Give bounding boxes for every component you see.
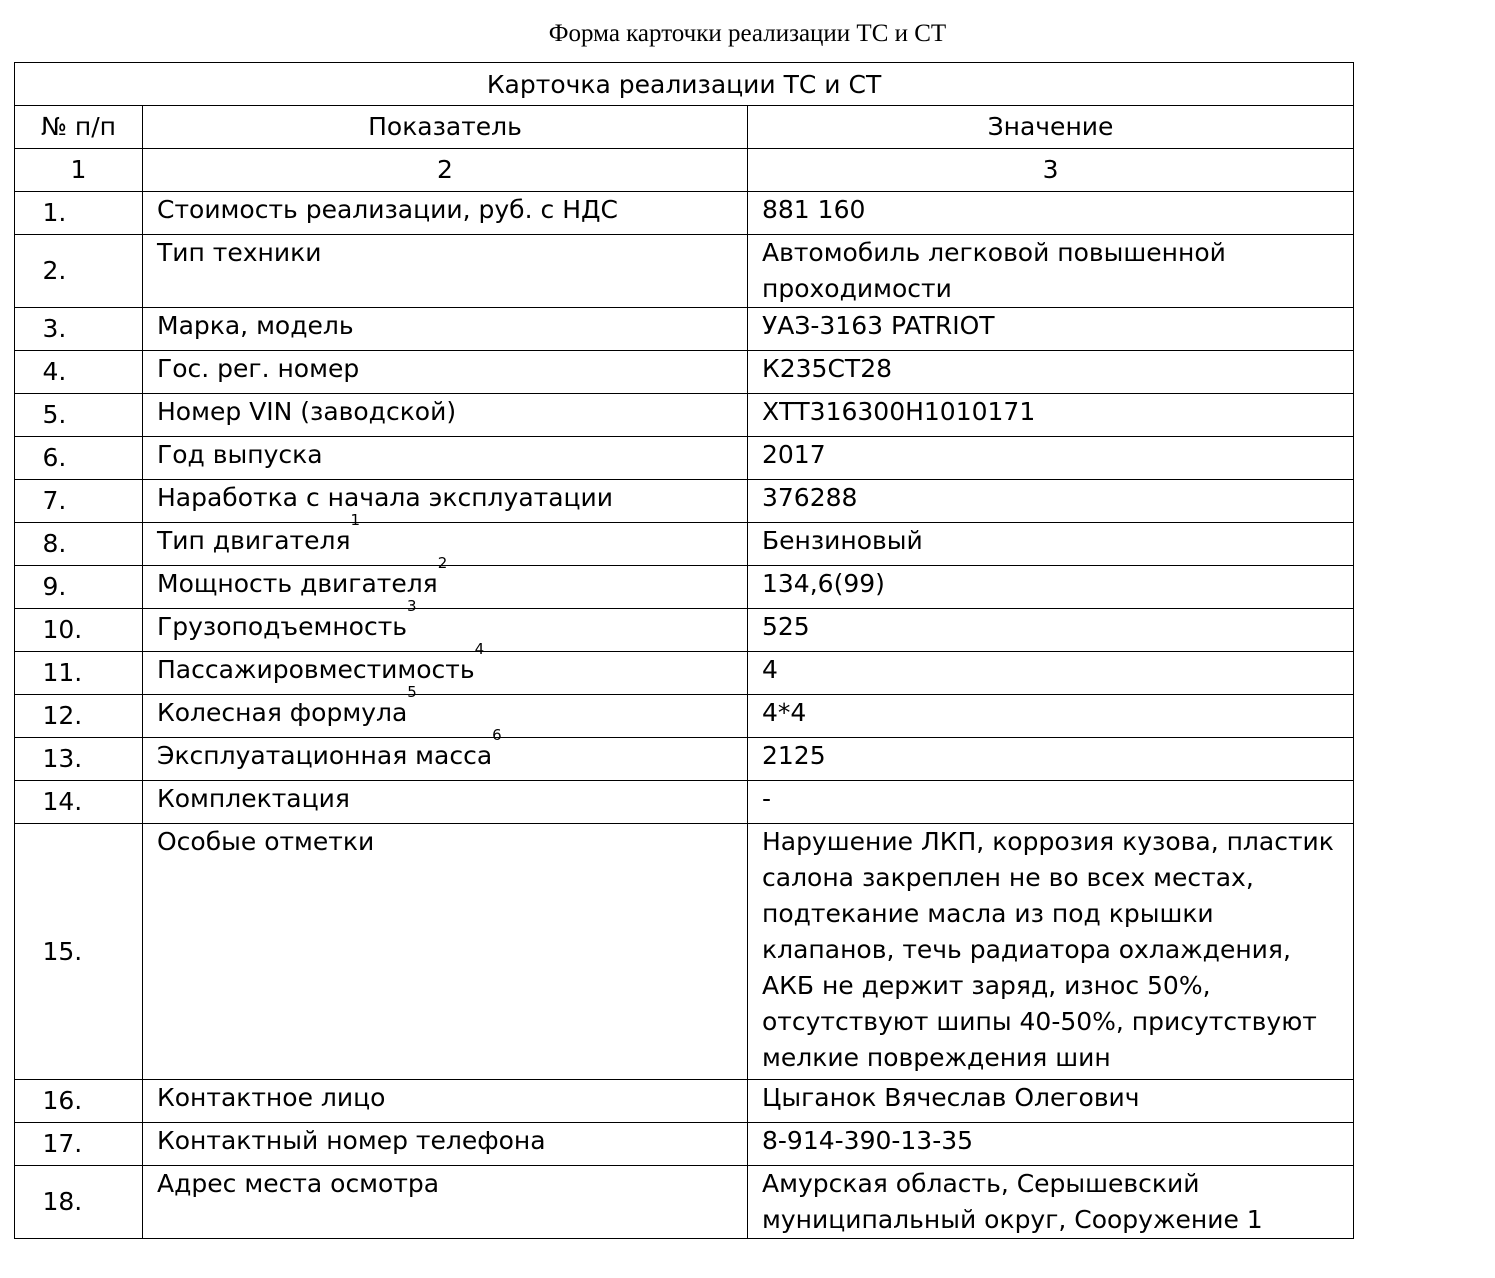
indicator-label: Номер VIN (заводской) [157,397,457,426]
value-cell: 525 [748,609,1354,652]
row-number [15,351,143,394]
table-row [15,566,1354,609]
row-number-text: 10. [42,615,83,644]
row-number [15,437,143,480]
row-number-text: 4. [42,357,67,386]
indicator-label: Стоимость реализации, руб. с НДС [157,195,618,224]
row-number [15,480,143,523]
row-number [15,652,143,695]
indicator-cell [143,480,748,523]
table-caption: Карточка реализации ТС и СТ [15,63,1354,106]
footnote-marker: 5 [407,683,417,701]
row-number-text: 6. [42,443,67,472]
value-cell: - [748,781,1354,824]
indicator-label: Колесная формула [157,698,408,727]
table-row [15,394,1354,437]
value-cell: Нарушение ЛКП, коррозия кузова, пластик салона закреплен не во всех местах, подтекание масла из под крышки клапанов, течь радиатора охлаждения, АКБ не держит заряд, износ 50%, отсутствуют шипы 40-50%, присутствуют мелкие повреждения шин [748,824,1354,1080]
table-row [15,1123,1354,1166]
table-row [15,738,1354,781]
row-number [15,566,143,609]
indicator-cell [143,394,748,437]
row-number [15,695,143,738]
header-indicator: Показатель [143,106,748,149]
row-number [15,394,143,437]
indicator-cell [143,824,748,1080]
value-cell: 4 [748,652,1354,695]
footnote-marker: 2 [437,554,448,572]
value-cell: К235СТ28 [748,351,1354,394]
value-cell: ХТТ316300Н1010171 [748,394,1354,437]
table-row [15,192,1354,235]
indicator-cell [143,597,748,652]
indicator-cell [143,554,748,609]
row-number-text: 15. [42,936,83,966]
indicator-cell [143,726,748,781]
row-number [15,1166,143,1239]
table-row [15,695,1354,738]
header-number: № п/п [15,106,143,149]
indicator-cell [143,640,748,695]
value-cell: 8-914-390-13-35 [748,1123,1354,1166]
row-number [15,235,143,308]
row-number [15,609,143,652]
footnote-marker: 4 [474,640,485,658]
row-number-text: 9. [42,572,67,601]
table-row [15,437,1354,480]
indicator-label: Эксплуатационная масса [157,741,493,770]
value-cell: Амурская область, Серышевский муниципальный округ, Сооружение 1 [748,1166,1354,1239]
table-row [15,308,1354,351]
value-cell: 2125 [748,738,1354,781]
row-number [15,1123,143,1166]
indicator-label: Грузоподъемность [157,612,408,641]
indicator-label: Мощность двигателя [157,569,438,598]
indicator-label: Комплектация [157,784,350,813]
row-number-text: 8. [42,529,67,558]
row-number-text: 11. [42,658,83,687]
indicator-label: Год выпуска [157,440,323,469]
indicator-label: Гос. рег. номер [157,354,360,383]
row-number-text: 5. [42,400,67,429]
table-row [15,652,1354,695]
table-row [15,480,1354,523]
row-number-text: 18. [42,1187,83,1216]
table-row [15,235,1354,308]
column-number-3: 3 [748,149,1354,192]
indicator-cell [143,1123,748,1166]
footnote-marker: 1 [350,511,361,529]
footnote-marker: 3 [407,597,417,615]
row-number [15,192,143,235]
indicator-label: Тип техники [157,238,322,267]
column-number-2: 2 [143,149,748,192]
table-row [15,523,1354,566]
indicator-cell [143,1166,748,1239]
row-number [15,523,143,566]
table-row [15,1166,1354,1239]
value-cell: 376288 [748,480,1354,523]
row-number [15,1080,143,1123]
indicator-cell [143,1080,748,1123]
header-value: Значение [748,106,1354,149]
indicator-label: Контактный номер телефона [157,1126,546,1155]
row-number-text: 12. [42,701,83,730]
row-number-text: 13. [42,744,83,773]
column-number-1: 1 [15,149,143,192]
value-cell: 2017 [748,437,1354,480]
indicator-label: Марка, модель [157,311,354,340]
row-number-text: 17. [42,1129,83,1158]
row-number-text: 3. [42,314,67,343]
row-number-text: 14. [42,787,83,816]
indicator-cell [143,235,748,308]
table-row [15,824,1354,1080]
table-row [15,609,1354,652]
footnote-marker: 6 [492,726,502,744]
row-number-text: 16. [42,1086,83,1115]
indicator-cell [143,351,748,394]
table-row [15,781,1354,824]
value-cell: 881 160 [748,192,1354,235]
indicator-cell [143,781,748,824]
table-row [15,1080,1354,1123]
value-cell: Автомобиль легковой повышенной проходимости [748,235,1354,308]
indicator-cell [143,192,748,235]
row-number-text: 1. [42,198,67,227]
value-cell: Бензиновый [748,523,1354,566]
indicator-cell [143,437,748,480]
indicator-label: Тип двигателя [157,526,351,555]
indicator-label: Особые отметки [157,827,375,856]
indicator-label: Наработка с начала эксплуатации [157,483,614,512]
indicator-label: Пассажировместимость [157,655,475,684]
value-cell: Цыганок Вячеслав Олегович [748,1080,1354,1123]
value-cell: УАЗ-3163 PATRIOT [748,308,1354,351]
value-cell: 134,6(99) [748,566,1354,609]
document-title: Форма карточки реализации ТС и СТ [548,20,947,47]
indicator-cell [143,683,748,738]
row-number [15,824,143,1080]
indicator-label: Адрес места осмотра [157,1169,440,1198]
row-number [15,308,143,351]
value-cell: 4*4 [748,695,1354,738]
row-number [15,781,143,824]
row-number-text: 7. [42,486,67,515]
table-row [15,351,1354,394]
row-number-text: 2. [42,256,67,285]
row-number [15,738,143,781]
sales-card-table [14,62,1354,1239]
indicator-cell [143,308,748,351]
indicator-label: Контактное лицо [157,1083,386,1112]
